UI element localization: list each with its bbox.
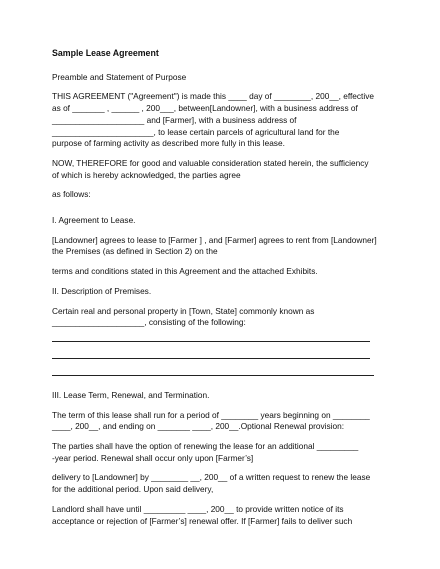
paragraph-renewal-option: [52, 441, 392, 464]
paragraph-landlord-notice: [52, 504, 392, 527]
text-line: delivery to [Landowner] by ________ __, 200__ of a written request to renew the lease: [52, 472, 371, 483]
as-follows-line: as follows:: [52, 189, 91, 200]
paragraph-renewal-delivery: [52, 472, 392, 495]
text-line: The term of this lease shall run for a period of ________ years beginning on ________: [52, 409, 370, 420]
text-line: [Landowner] agrees to lease to [Farmer ] , and [Farmer] agrees to rent from [Landowner]: [52, 234, 377, 245]
section-3-heading: III. Lease Term, Renewal, and Termination.: [52, 389, 210, 400]
paragraph-agreement-parties: [52, 91, 392, 150]
lease-document: [52, 48, 392, 527]
text-line: -year period. Renewal shall occur only upon [Farmer’s]: [52, 452, 254, 463]
paragraph-lease-term: [52, 410, 392, 433]
text-line: ______________________, to lease certain parcels of agricultural land for the: [52, 126, 340, 137]
text-line: purpose of farming activity as described more fully in this lease.: [52, 138, 285, 149]
text-line: NOW, THEREFORE for good and valuable consideration stated herein, the sufficiency: [52, 157, 369, 168]
text-line: The parties shall have the option of renewing the lease for an additional _________: [52, 441, 359, 452]
blank-line: [52, 375, 374, 376]
preamble-heading: Preamble and Statement of Purpose: [52, 71, 187, 82]
paragraph-premises: [52, 306, 392, 329]
document-title: Sample Lease Agreement: [52, 48, 159, 58]
text-line: THIS AGREEMENT ("Agreement") is made this ____ day of ________, 200__, effective: [52, 91, 374, 102]
paragraph-consideration: [52, 158, 392, 181]
blank-line: [52, 358, 370, 359]
text-line: ____________________, consisting of the following:: [52, 317, 246, 328]
paragraph-agreement-to-lease: [52, 235, 392, 258]
text-line: of which is hereby acknowledged, the parties agree: [52, 169, 241, 180]
text-line: Certain real and personal property in [Town, State] commonly known as: [52, 305, 315, 316]
paragraph-terms: terms and conditions stated in this Agreement and the attached Exhibits.: [52, 266, 318, 277]
text-line: ____________________ and [Farmer], with a business address of: [52, 114, 297, 125]
section-1-heading: I. Agreement to Lease.: [52, 215, 136, 226]
text-line: as of _______ , ______ , 200___, between[Landowner], with a business address of: [52, 103, 358, 114]
text-line: ____, 200__, and ending on _______ ____, 200__.Optional Renewal provision:: [52, 421, 345, 432]
text-line: for the additional period. Upon said delivery,: [52, 484, 214, 495]
text-line: Landlord shall have until _________ ____, 200__ to provide written notice of its: [52, 503, 344, 514]
blank-line: [52, 341, 370, 342]
section-2-heading: II. Description of Premises.: [52, 285, 152, 296]
text-line: the Premises (as defined in Section 2) on the: [52, 246, 218, 257]
text-line: acceptance or rejection of [Farmer’s] renewal offer. If [Farmer] fails to deliver such: [52, 515, 353, 526]
